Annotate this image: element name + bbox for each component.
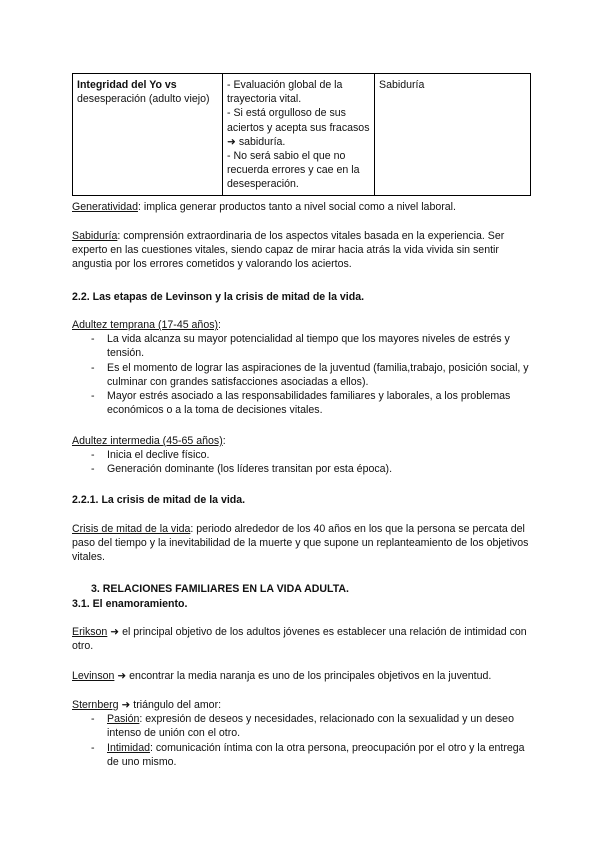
description-line: - No será sabio el que no recuerda errores y cae en la desesperación. — [227, 150, 360, 191]
adultez-temprana-block — [72, 318, 532, 417]
crisis-paragraph — [72, 522, 532, 565]
table-cell-description — [223, 74, 375, 196]
description-line: - Si está orgulloso de sus aciertos y acepta sus fracasos ➜ sabiduría. — [227, 107, 370, 148]
list-item: - Generación dominante (los líderes transitan por esta época). — [72, 462, 532, 476]
virtue-text: Sabiduría — [379, 79, 425, 91]
term-levinson: Levinson — [72, 670, 115, 682]
definition-text: ➜ el principal objetivo de los adultos jóvenes es establecer una relación de intimidad con otro. — [72, 626, 527, 653]
levinson-paragraph — [72, 669, 532, 683]
section-heading-2-2: 2.2. Las etapas de Levinson y la crisis de mitad de la vida. — [72, 291, 365, 303]
definition-text: ➜ encontrar la media naranja es uno de los principales objetivos en la juventud. — [114, 670, 492, 682]
definition-text: : periodo alrededor de los 40 años en los que la persona se percata del paso del tiempo y la inevitabilidad de la muerte y que supone un replanteamiento de los objetivos vitales. — [72, 523, 529, 564]
term-crisis: Crisis de mitad de la vida — [72, 523, 191, 535]
table-cell-virtue — [375, 74, 531, 196]
list-item: - Es el momento de lograr las aspiraciones de la juventud (familia,trabajo, posición social, y culminar con grandes satisfacciones asociadas a ellos). — [72, 361, 532, 389]
term-erikson: Erikson — [72, 626, 108, 638]
list-item: - Inicia el declive físico. — [72, 448, 532, 462]
stage-name: Integridad del Yo vs — [77, 79, 177, 91]
list-item: - Mayor estrés asociado a las responsabilidades familiares y laborales, a los problemas económicos o a la toma de decisiones vitales. — [72, 389, 532, 417]
section-heading-3-1: 3.1. El enamoramiento. — [72, 598, 188, 610]
item-text: : comunicación íntima con la otra persona, preocupación por el otro y la entrega de uno mismo. — [107, 741, 525, 768]
subheading-adultez-intermedia — [72, 434, 532, 448]
subheading-colon: : — [222, 435, 226, 447]
definition-text: ➜ triángulo del amor: — [118, 699, 222, 711]
erikson-paragraph — [72, 625, 532, 653]
subheading-colon: : — [218, 319, 221, 331]
sternberg-block — [72, 698, 532, 769]
term-intimidad: Intimidad — [107, 741, 150, 754]
term-sternberg: Sternberg — [72, 699, 119, 711]
subheading-adultez-temprana — [72, 318, 532, 332]
list-item — [72, 712, 532, 740]
table-row — [73, 74, 531, 196]
definition-text: : comprensión extraordinaria de los aspectos vitales basada en la experiencia. Ser experto en las cuestiones vitales, siendo capaz de mirar hacia atrás la vida vivida sin sentir angustia por los errores cometidos y valorando los aciertos. — [72, 230, 505, 271]
bullet-list — [72, 332, 532, 417]
description-line: - Evaluación global de la trayectoria vital. — [227, 79, 343, 106]
section-heading-3: 3. RELACIONES FAMILIARES EN LA VIDA ADULTA. — [91, 583, 349, 595]
list-item: - La vida alcanza su mayor potencialidad al tiempo que los mayores niveles de estrés y tensión. — [72, 332, 532, 360]
stages-table — [72, 73, 531, 196]
term-sabiduria: Sabiduría — [72, 230, 118, 242]
bullet-list — [72, 712, 532, 769]
stage-detail: desesperación (adulto viejo) — [77, 93, 210, 106]
table-cell-stage — [73, 74, 223, 196]
adultez-intermedia-block — [72, 434, 532, 477]
subheading-text: Adultez intermedia (45-65 años) — [72, 435, 223, 447]
item-text: : expresión de deseos y necesidades, relacionado con la sexualidad y un deseo intenso de unión con el otro. — [107, 713, 514, 740]
subheading-text: Adultez temprana (17-45 años) — [72, 319, 219, 331]
section-heading-2-2-1: 2.2.1. La crisis de mitad de la vida. — [72, 494, 246, 506]
sabiduria-paragraph — [72, 229, 532, 272]
definition-text: : implica generar productos tanto a nivel social como a nivel laboral. — [137, 201, 456, 213]
generatividad-paragraph — [72, 200, 532, 214]
bullet-list — [72, 448, 532, 476]
list-item — [72, 741, 532, 769]
sternberg-line — [72, 698, 532, 712]
term-pasion: Pasión — [107, 713, 140, 726]
term-generatividad: Generatividad — [72, 201, 138, 213]
